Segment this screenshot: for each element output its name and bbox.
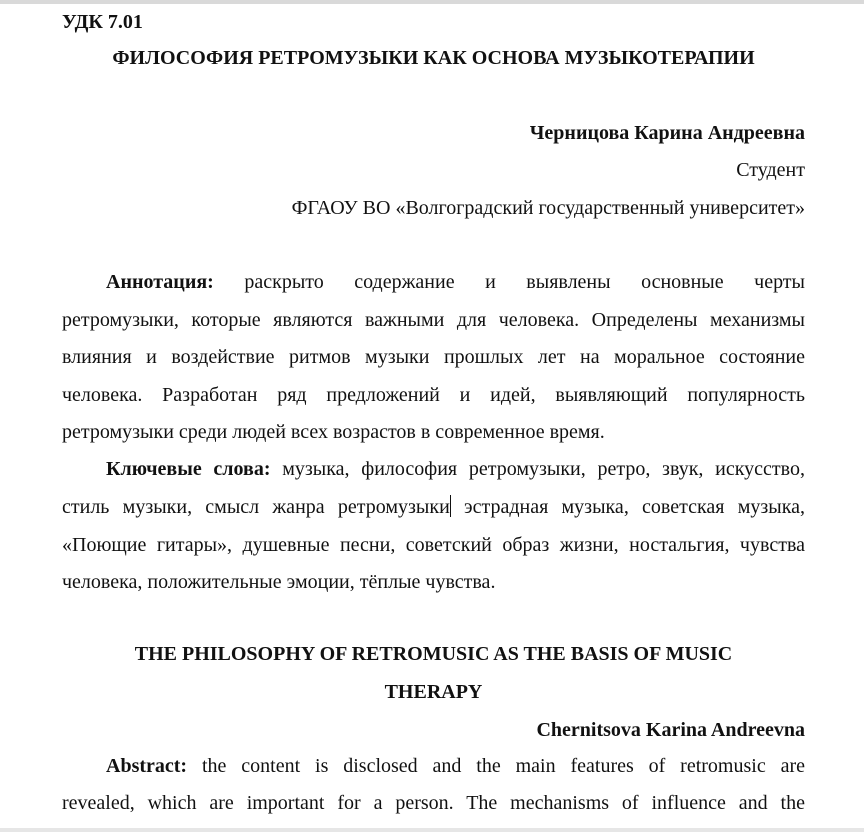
author-name-en: Chernitsova Karina Andreevna <box>536 719 805 741</box>
keywords-line-1 <box>62 456 805 482</box>
author-affiliation: ФГАОУ ВО «Волгоградский государственный университет» <box>291 197 805 219</box>
keywords-text-2a: стиль музыки, смысл жанра ретромузыки <box>62 496 450 518</box>
udc-code: УДК 7.01 <box>62 11 143 33</box>
abstract-line-2: revealed, which are important for a person. The mechanisms of influence and the <box>62 792 805 814</box>
keywords-line-2 <box>62 494 805 520</box>
annotation-label: Аннотация: <box>106 271 214 293</box>
text-cursor <box>450 495 451 517</box>
author-position: Студент <box>736 159 805 181</box>
title-ru: ФИЛОСОФИЯ РЕТРОМУЗЫКИ КАК ОСНОВА МУЗЫКОТЕРАПИИ <box>112 47 755 69</box>
keywords-text-2b: эстрадная музыка, советская музыка, <box>464 496 805 518</box>
keywords-line-3: «Поющие гитары», душевные песни, советский образ жизни, ностальгия, чувства <box>62 534 805 556</box>
title-en-line-2: THERAPY <box>384 681 483 703</box>
abstract-text-1: the content is disclosed and the main features of retromusic are <box>201 755 805 777</box>
keywords-text-1: музыка, философия ретромузыки, ретро, звук, искусство, <box>282 458 805 480</box>
bottom-border <box>0 828 864 832</box>
abstract-label: Abstract: <box>106 755 188 777</box>
document-page[interactable] <box>62 0 805 832</box>
keywords-label: Ключевые слова: <box>106 458 271 480</box>
annotation-line-4: человека. Разработан ряд предложений и идей, выявляющий популярность <box>62 384 805 406</box>
annotation-text-1: раскрыто содержание и выявлены основные черты <box>244 271 805 293</box>
keywords-line-4: человека, положительные эмоции, тёплые чувства. <box>62 571 496 593</box>
author-name-ru: Черницова Карина Андреевна <box>529 122 805 144</box>
annotation-line-3: влияния и воздействие ритмов музыки прошлых лет на моральное состояние <box>62 346 805 368</box>
annotation-line-2: ретромузыки, которые являются важными для человека. Определены механизмы <box>62 309 805 331</box>
title-en-line-1: THE PHILOSOPHY OF RETROMUSIC AS THE BASIS OF MUSIC <box>134 643 733 665</box>
annotation-line-1 <box>62 269 805 295</box>
abstract-line-1 <box>62 753 805 779</box>
annotation-line-5: ретромузыки среди людей всех возрастов в современное время. <box>62 421 605 443</box>
